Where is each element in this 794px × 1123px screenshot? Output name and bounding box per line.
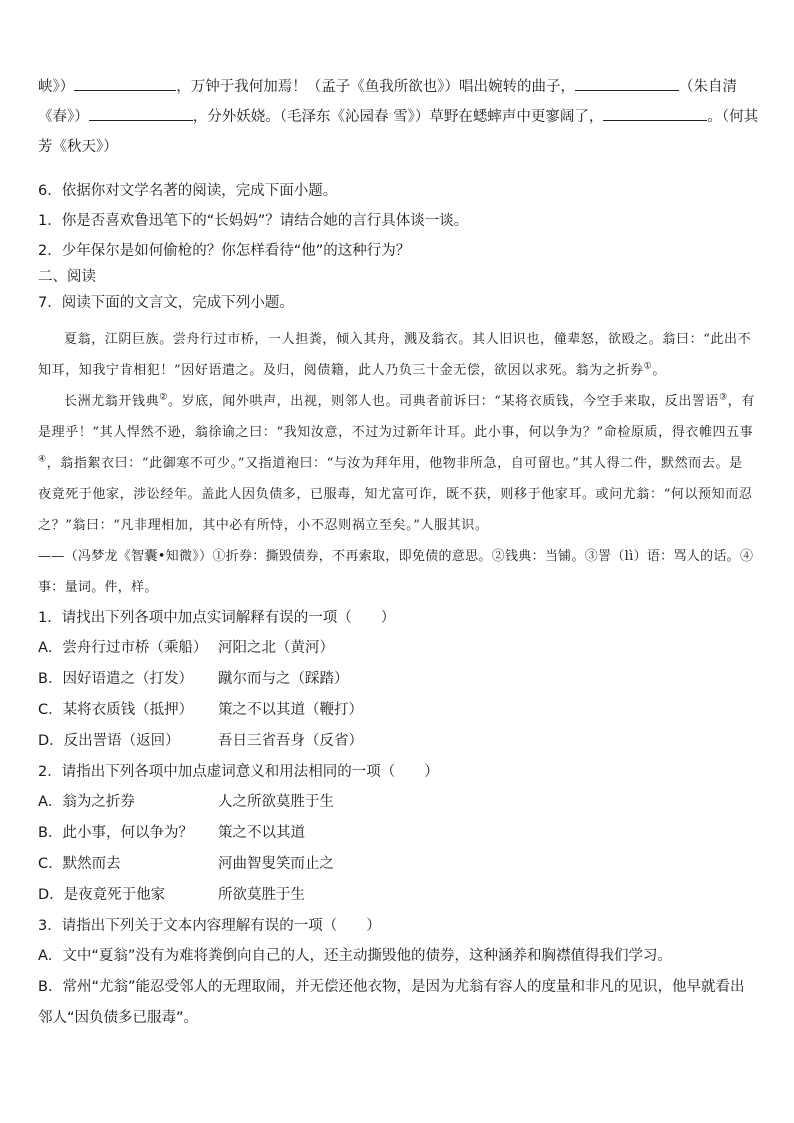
source-and-notes: ——（冯梦龙《智囊•知微》）①折券：撕毁债券，不再索取，即免债的意思。②钱典：当铺。③詈（lì）语：骂人的话。④事：量词。件，样。 <box>38 549 754 595</box>
option-right: 策之不以其道 <box>218 825 305 841</box>
option-left: B．因好语遣之（打发） <box>38 671 193 687</box>
mc2-option-a[interactable] <box>38 787 756 818</box>
option-right: 所欲莫胜于生 <box>218 887 305 903</box>
mc2-option-c[interactable] <box>38 849 756 880</box>
option-right: 吾日三省吾身（反省） <box>218 733 363 749</box>
mc1-option-b[interactable] <box>38 664 756 695</box>
footnote-mark: ② <box>159 392 168 403</box>
text: 峡》） <box>38 79 75 95</box>
mc2-stem: 2．请指出下列各项中加点虚词意义和用法相同的一项（ ） <box>38 764 439 780</box>
text: （朱自清 <box>679 79 737 95</box>
option-left: C．某将衣质钱（抵押） <box>38 702 194 718</box>
text: 《春》） <box>38 109 89 125</box>
answer-blank[interactable] <box>603 106 707 121</box>
option-left: A．尝舟行过市桥（乘船） <box>38 640 208 656</box>
question-6-title: 6．依据你对文学名著的阅读，完成下面小题。 <box>38 183 338 199</box>
question-6-sub-1: 1．你是否喜欢鲁迅笔下的“长妈妈”？请结合她的言行具体谈一谈。 <box>38 213 469 229</box>
mc3-option-b[interactable]: B．常州“尤翁”能忍受邻人的无理取闹，并无偿还他衣物，是因为尤翁有容人的度量和非凡的见识，他早就看出邻人“因负债多已服毒”。 <box>38 979 745 1026</box>
mc1-option-d[interactable] <box>38 726 756 757</box>
answer-blank[interactable] <box>74 76 176 91</box>
exam-page <box>38 72 759 1034</box>
mc2-option-d[interactable] <box>38 880 756 911</box>
answer-blank[interactable] <box>89 106 193 121</box>
option-left: B．此小事，何以争为？ <box>38 825 193 841</box>
option-right: 河曲智叟笑而止之 <box>218 856 334 872</box>
option-left: C．默然而去 <box>38 856 121 872</box>
option-right: 蹴尔而与之（踩踏） <box>218 671 349 687</box>
text: ，翁指絮衣曰：“此御寒不可少。”又指道袍曰：“与汝为拜年用，他物非所急，自可留也。”其人得二件，默然而去。是夜竟死于他家，涉讼经年。盖此人因负债多，已服毒，知尤富可诈，既不获，则移于他家耳。或问尤翁：“何以预知而忍之？”翁曰：“凡非理相加，其中必有所恃，小不忍则祸立至矣。”人服其识。 <box>38 456 753 533</box>
text: 。（何其 <box>707 109 759 125</box>
text: 。岁底，闻外哄声，出视，则邻人也。司典者前诉曰：“某将衣质钱，今空手来取，反出詈语 <box>167 394 720 409</box>
option-left: D．是夜竟死于他家 <box>38 887 166 903</box>
question-6-sub-2: 2．少年保尔是如何偷枪的？你怎样看待“他”的这种行为？ <box>38 243 411 259</box>
footnote-mark: ① <box>643 361 653 372</box>
option-left: D．反出詈语（返回） <box>38 733 180 749</box>
footnote-mark: ④ <box>38 454 47 465</box>
mc1-stem: 1．请找出下列各项中加点实词解释有误的一项（ ） <box>38 610 396 626</box>
mc3-stem: 3．请指出下列关于文本内容理解有误的一项（ ） <box>38 918 381 934</box>
text: 夏翁，江阴巨族。尝舟行过市桥，一人担粪，倾入其舟，溅及翁衣。其人旧识也，僮辈怒，欲殴之。翁曰：“此出不知耳，知我宁肯相犯！”因好语遣之。及归，阅债籍，此人乃负三十金无偿，欲因以求死。翁为之折券 <box>38 332 752 378</box>
mc3-option-a[interactable]: A．文中“夏翁”没有为难将粪倒向自己的人，还主动撕毁他的债券，这种涵养和胸襟值得我们学习。 <box>38 948 672 964</box>
option-right: 河阳之北（黄河） <box>218 640 334 656</box>
text: 。 <box>652 363 666 378</box>
option-right: 策之不以其道（鞭打） <box>218 702 363 718</box>
text: ，万钟于我何加焉！（孟子《鱼我所欲也》）唱出婉转的曲子， <box>176 79 575 95</box>
fill-blank-line-2 <box>38 102 759 132</box>
text: ，有是理乎！”其人悍然不逊，翁徐谕之曰：“我知汝意，不过为过新年计耳。此小事，何以争为？”命检原质，得衣帷四五事 <box>38 394 755 440</box>
classical-paragraph-1 <box>38 324 756 386</box>
mc1-option-a[interactable] <box>38 633 756 664</box>
answer-blank[interactable] <box>575 76 679 91</box>
mc1-option-c[interactable] <box>38 695 756 726</box>
fill-blank-line-1 <box>38 72 756 102</box>
question-7-title: 7．阅读下面的文言文，完成下列小题。 <box>38 295 294 311</box>
fill-blank-line-3: 芳《秋天》） <box>38 139 118 155</box>
classical-paragraph-2 <box>38 386 756 541</box>
option-right: 人之所欲莫胜于生 <box>218 794 334 810</box>
text: ，分外妖娆。（毛泽东《沁园春 雪》）草野在蟋蟀声中更寥阔了， <box>192 109 604 125</box>
text: 长洲尤翁开钱典 <box>64 394 160 409</box>
section-title: 二、阅读 <box>38 269 96 285</box>
mc2-option-b[interactable] <box>38 818 756 849</box>
footnote-mark: ③ <box>719 392 728 403</box>
option-left: A．翁为之折券 <box>38 794 135 810</box>
